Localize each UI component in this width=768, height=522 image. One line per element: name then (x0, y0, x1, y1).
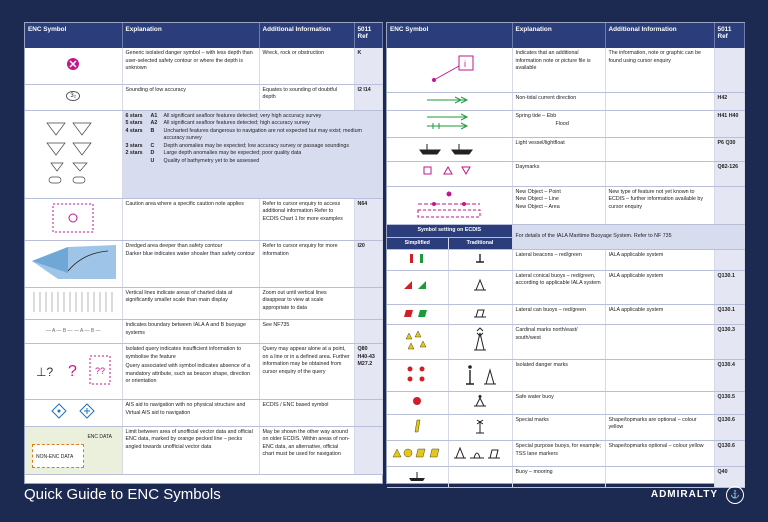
dredged-area-icon (25, 241, 122, 288)
svg-text:??: ?? (95, 365, 106, 376)
non-enc-boundary-icon: ENC DATA NON-ENC DATA (25, 426, 122, 474)
info-cell (605, 467, 714, 488)
can-buoy-traditional-icon (448, 304, 512, 325)
cardinal-simplified-icon (387, 325, 448, 360)
explanation-cell: Buoy – mooring (512, 467, 605, 488)
explanation-cell: Daymarks (512, 162, 605, 187)
low-accuracy-sounding-icon: 3₂ (66, 91, 80, 101)
table-row (387, 250, 744, 271)
table-row (387, 162, 744, 187)
lateral-beacon-simplified-icon (387, 250, 448, 271)
explanation-cell: Caution area where a specific caution note applies (122, 198, 259, 241)
info-cell: ECDIS / ENC based symbol (259, 400, 354, 427)
explanation-cell: Light vessel/lightfloat (512, 137, 605, 162)
ref-cell (354, 400, 382, 427)
info-cell: Wreck, rock or obstruction (259, 48, 354, 84)
right-header-row (387, 23, 744, 48)
safe-water-traditional-icon (448, 392, 512, 415)
page-title: Quick Guide to ENC Symbols (24, 486, 221, 503)
right-panel (386, 22, 745, 484)
ref-cell: H41 H40 (714, 111, 744, 138)
info-note-icon (387, 48, 512, 92)
info-cell (605, 111, 714, 138)
table-row (387, 92, 744, 111)
header-additional-info: Additional Information (605, 23, 714, 48)
list-item: U Quality of bathymetry yet to be assessed (150, 157, 260, 164)
daymark-icon (387, 162, 512, 187)
table-row (25, 320, 382, 344)
info-cell: IALA applicable system (605, 250, 714, 271)
mooring-buoy-traditional-icon (448, 467, 512, 488)
isolated-danger-icon (25, 48, 122, 84)
ref-cell: Q40 (714, 467, 744, 488)
table-row (25, 241, 382, 288)
ref-cell: Q130.5 (714, 392, 744, 415)
traditional-label: Traditional (448, 237, 512, 250)
scale-boundary-icon (25, 287, 122, 320)
explanation-cell: Isolated query indicates insufficient information to symbolise the feature Query associated with symbol indicates absence of a mandatory attribute, such as beacon shape, direction or orientation (122, 344, 259, 400)
info-cell: Refer to cursor enquiry to access additional information Refer to ECDIS Chart 1 for more examples (259, 198, 354, 241)
table-row (387, 304, 744, 325)
table-row (25, 400, 382, 427)
ref-cell (354, 287, 382, 320)
header-ref: 5011 Ref (714, 23, 744, 48)
special-mark-traditional-icon (448, 414, 512, 441)
header-enc-symbol: ENC Symbol (387, 23, 512, 48)
info-cell: Zoom out until vertical lines disappear to view at scale appropriate to data (259, 287, 354, 320)
info-cell: Equates to sounding of doubtful depth (259, 84, 354, 110)
explanation-cell: Vertical lines indicate areas of charted data at significantly smaller scale than main display (122, 287, 259, 320)
caution-area-icon (25, 198, 122, 241)
explanation-cell: Cardinal marks north/east/ south/west (512, 325, 605, 360)
info-cell: May be shown the other way around on older ECDIS. Within areas of non-ENC data, an alternative, official chart must be used for navigation (259, 426, 354, 474)
explanation-cell: Safe water buoy (512, 392, 605, 415)
table-row (25, 84, 382, 110)
table-row (387, 392, 744, 415)
special-mark-simplified-icon (387, 414, 448, 441)
list-item: 5 stars A2 All significant seafloor features detected; high accuracy survey (125, 120, 310, 126)
new-object-icon (387, 186, 512, 225)
brand-logo: ADMIRALTY (650, 489, 718, 500)
info-cell: The information, note or graphic can be found using cursor enquiry (605, 48, 714, 92)
table-row (25, 287, 382, 320)
explanation-cell: Isolated danger marks (512, 359, 605, 392)
info-cell: Refer to cursor enquiry for more information (259, 241, 354, 288)
explanation-cell: Indicates boundary between IALA A and B buoyage systems (122, 320, 259, 344)
ref-cell: Q130.3 (714, 325, 744, 360)
ref-cell: H42 (714, 92, 744, 111)
explanation-cell: Lateral beacons – red/green (512, 250, 605, 271)
header-additional-info: Additional Information (259, 23, 354, 48)
header-explanation: Explanation (122, 23, 259, 48)
list-item: 4 stars B Uncharted features dangerous to navigation are not expected but may exist; medium accuracy survey (125, 127, 362, 141)
svg-text:⊥?: ⊥? (36, 364, 54, 379)
explanation-cell: Special marks (512, 414, 605, 441)
symbol-setting-row (387, 225, 744, 238)
query-icon (25, 344, 122, 400)
current-arrow-icon (387, 92, 512, 111)
iala-boundary-icon: — A — B — — A — B — (45, 327, 101, 334)
info-cell (605, 137, 714, 162)
table-row (387, 111, 744, 138)
list-item: 6 stars A1 All significant seafloor features detected; very high accuracy survey (125, 112, 322, 119)
explanation-cell: Dredged area deeper than safety contour Darker blue indicates water shoaler than safety contour (122, 241, 259, 288)
svg-text:?: ? (68, 362, 78, 380)
explanation-cell: Indicates that an additional information note or picture file is available (512, 48, 605, 92)
table-row (25, 198, 382, 241)
ref-cell: Q130.1 (714, 270, 744, 304)
info-cell: IALA applicable system (605, 304, 714, 325)
ref-cell: Q130.1 (714, 304, 744, 325)
info-cell (605, 92, 714, 111)
ref-cell: Q130.4 (714, 359, 744, 392)
cardinal-traditional-icon (448, 325, 512, 360)
explanation-cell: Special purpose buoys, for example; TSS lane markers (512, 441, 605, 467)
ref-cell (714, 48, 744, 92)
table-row (387, 48, 744, 92)
mooring-buoy-simplified-icon (387, 467, 448, 488)
special-purpose-simplified-icon (387, 441, 448, 467)
explanation-cell: Lateral can buoys – red/green (512, 304, 605, 325)
isolated-danger-traditional-icon (448, 359, 512, 392)
table-row (25, 426, 382, 474)
ref-cell: P6 Q30 (714, 137, 744, 162)
ref-cell: Q82-126 (714, 162, 744, 187)
ref-cell: N64 (354, 198, 382, 241)
table-row (387, 137, 744, 162)
left-panel (24, 22, 383, 484)
table-row (387, 441, 744, 467)
info-cell: IALA applicable system (605, 270, 714, 304)
explanation-cell: Sounding of low accuracy (122, 84, 259, 110)
explanation-cell: Spring tide – Ebb Flood (512, 111, 605, 138)
header-explanation: Explanation (512, 23, 605, 48)
left-table (25, 23, 383, 475)
right-table (387, 23, 745, 488)
lateral-beacon-traditional-icon (448, 250, 512, 271)
ref-cell (354, 320, 382, 344)
info-cell: New type of feature not yet known to ECDIS – further information available by cursor enquiry (605, 186, 714, 225)
info-cell: Shape/topmarks optional – colour yellow (605, 441, 714, 467)
table-row (387, 467, 744, 488)
ref-cell (354, 426, 382, 474)
zone-of-confidence-cell (122, 110, 382, 198)
table-row (387, 186, 744, 225)
explanation-cell: Generic isolated danger symbol – with less depth than user-selected safety contour or where the depth is unknown (122, 48, 259, 84)
info-cell: Query may appear alone at a point, on a line or in a defined area. Further information may be obtained from cursor enquiry of the query (259, 344, 354, 400)
table-row (387, 414, 744, 441)
explanation-cell: Limit between area of unofficial vector data and official ENC data, marked by orange pecked line – pecks angled towards unofficial vector data (122, 426, 259, 474)
info-cell (605, 392, 714, 415)
list-item: 2 stars D Large depth anomalies may be expected; poor quality data (125, 150, 302, 156)
special-purpose-traditional-icon (448, 441, 512, 467)
tide-stream-icon (387, 111, 512, 138)
conical-buoy-simplified-icon (387, 270, 448, 304)
ref-cell (714, 250, 744, 271)
can-buoy-simplified-icon (387, 304, 448, 325)
info-cell: Shape/topmarks are optional – colour yellow (605, 414, 714, 441)
ref-cell: K (354, 48, 382, 84)
table-row (387, 270, 744, 304)
ref-cell: I20 (354, 241, 382, 288)
zone-of-confidence-icon (25, 110, 122, 198)
table-row (25, 110, 382, 198)
info-cell (605, 359, 714, 392)
left-header-row (25, 23, 382, 48)
light-vessel-icon (387, 137, 512, 162)
info-cell: See NF735 (259, 320, 354, 344)
svg-text:i: i (464, 59, 467, 69)
safe-water-simplified-icon (387, 392, 448, 415)
symbol-setting-title: Symbol setting on ECDIS (387, 225, 512, 238)
ref-cell: I2 I14 (354, 84, 382, 110)
simplified-label: Simplified (387, 237, 448, 250)
ref-cell: Q130.6 (714, 414, 744, 441)
info-cell (605, 162, 714, 187)
ref-cell: Q80 H40-43 M27.2 (354, 344, 382, 400)
crest-icon: ⚓ (726, 486, 744, 504)
table-row (387, 325, 744, 360)
explanation-cell: New Object – Point New Object – Line New Object – Area (512, 186, 605, 225)
table-row (387, 359, 744, 392)
table-row (25, 344, 382, 400)
explanation-cell: Lateral conical buoys – red/green, according to applicable IALA system (512, 270, 605, 304)
ref-cell: Q130.6 (714, 441, 744, 467)
ais-aton-icon (25, 400, 122, 427)
explanation-cell: AIS aid to navigation with no physical structure and Virtual AIS aid to navigation (122, 400, 259, 427)
conical-buoy-traditional-icon (448, 270, 512, 304)
ref-cell (714, 186, 744, 225)
info-cell (605, 325, 714, 360)
explanation-cell: Non-tidal current direction (512, 92, 605, 111)
list-item: 3 stars C Depth anomalies may be expected; low accuracy survey or passage soundings (125, 142, 349, 149)
isolated-danger-simplified-icon (387, 359, 448, 392)
header-enc-symbol: ENC Symbol (25, 23, 122, 48)
table-row (25, 48, 382, 84)
header-ref: 5011 Ref (354, 23, 382, 48)
iala-note: For details of the IALA Maritime Buoyage System. Refer to NF 735 (512, 225, 744, 250)
